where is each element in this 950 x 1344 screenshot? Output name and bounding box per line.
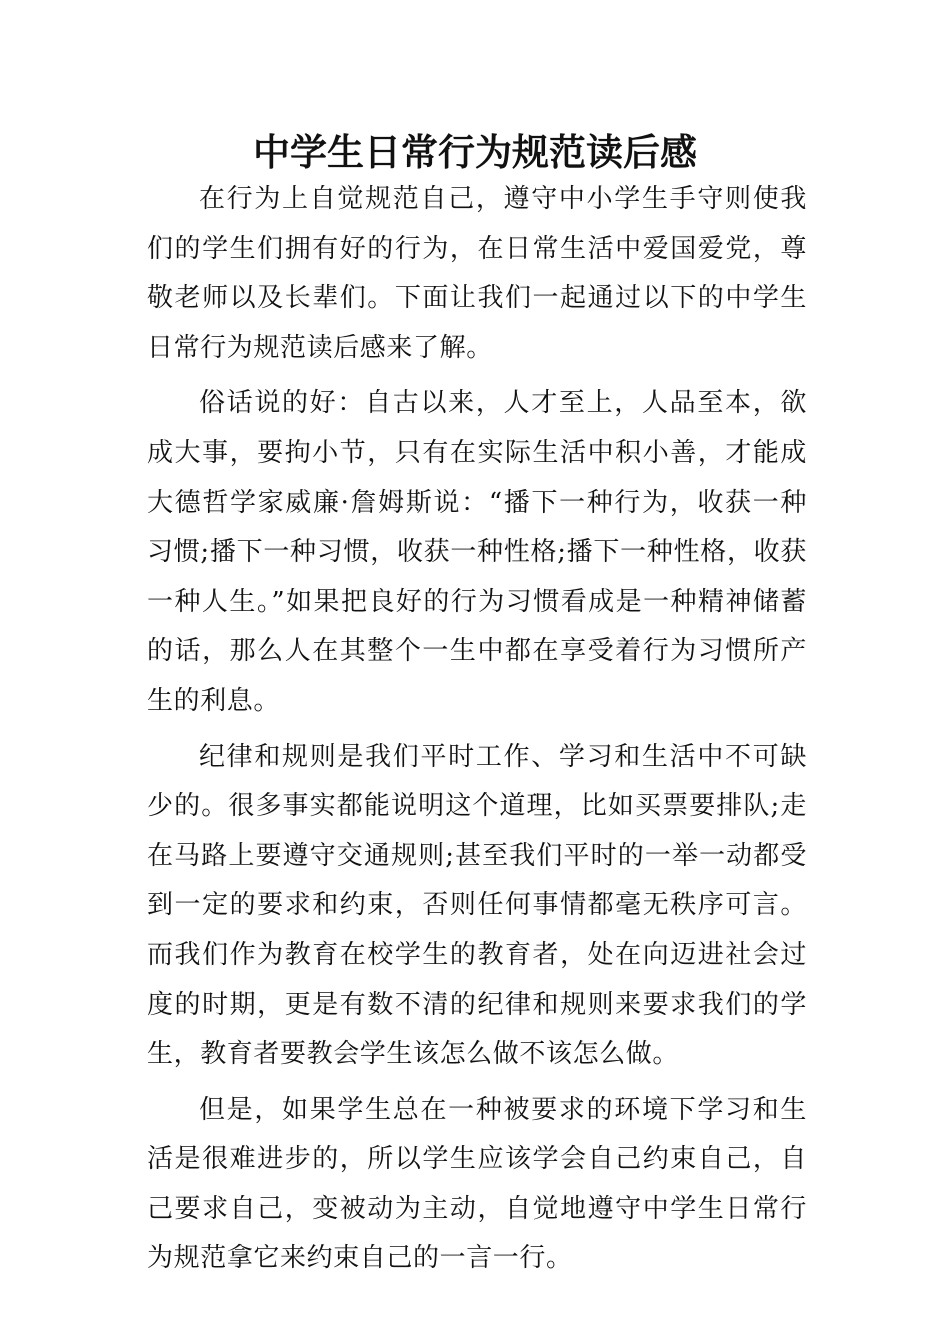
paragraph-1: 在行为上自觉规范自己，遵守中小学生手守则使我们的学生们拥有好的行为，在日常生活中爱国爱党，尊敬老师以及长辈们。下面让我们一起通过以下的中学生日常行为规范读后感来了解。 — [147, 184, 807, 363]
paragraph-4: 但是，如果学生总在一种被要求的环境下学习和生活是很难进步的，所以学生应该学会自己约束自己，自己要求自己，变被动为主动，自觉地遵守中学生日常行为规范拿它来约束自己的一言一行。 — [147, 1094, 807, 1274]
paragraph-3: 纪律和规则是我们平时工作、学习和生活中不可缺少的。很多事实都能说明这个道理，比如买票要排队;走在马路上要遵守交通规则;甚至我们平时的一举一动都受到一定的要求和约束，否则任何事情都毫无秩序可言。而我们作为教育在校学生的教育者，处在向迈进社会过度的时期，更是有数不清的纪律和规则来要求我们的学生，教育者要教会学生该怎么做不该怎么做。 — [147, 741, 807, 1070]
document-body — [147, 175, 807, 1290]
paragraph-2: 俗话说的好：自古以来，人才至上，人品至本，欲成大事，要拘小节，只有在实际生活中积小善，才能成大德哲学家威廉·詹姆斯说：“播下一种行为，收获一种习惯;播下一种习惯，收获一种性格;播下一种性格，收获一种人生。”如果把良好的行为习惯看成是一种精神储蓄的话，那么人在其整个一生中都在享受着行为习惯所产生的利息。 — [147, 388, 807, 716]
document-title: 中学生日常行为规范读后感 — [253, 130, 697, 174]
